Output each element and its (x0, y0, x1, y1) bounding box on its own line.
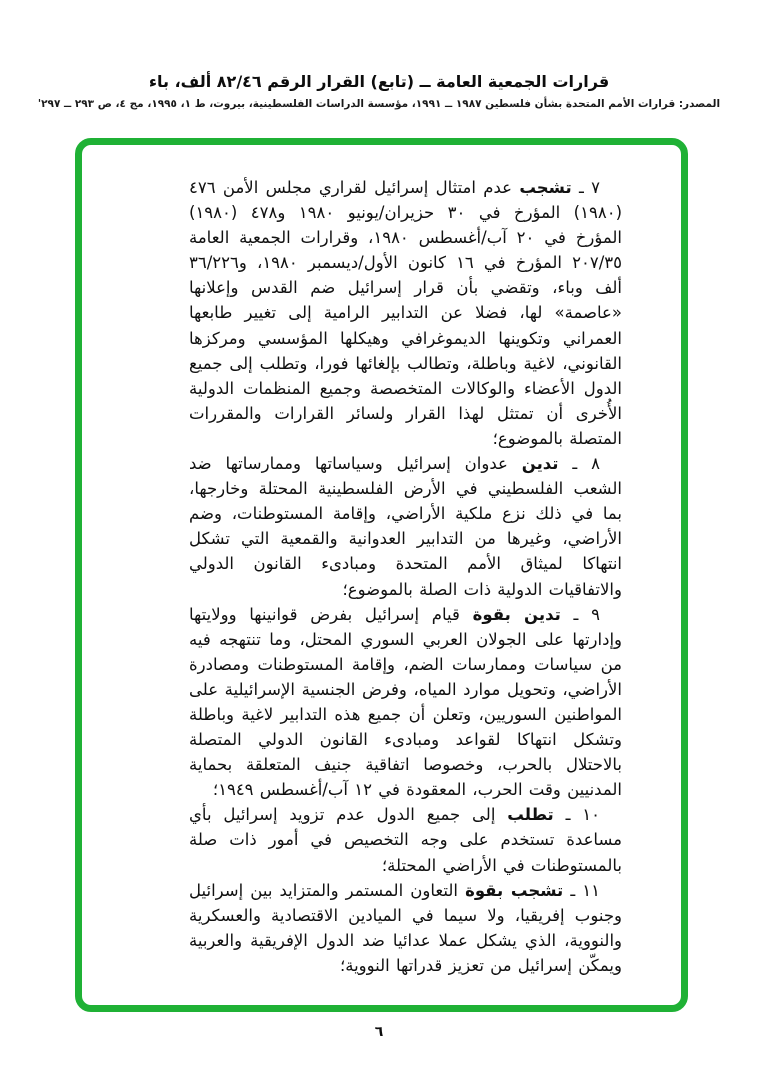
source-citation-line: المصدر: قرارات الأمم المتحدة بشأن فلسطين ١٩٨٧ ــ ١٩٩١، مؤسسة الدراسات الفلسطينية، بيروت، ط ١، ١٩٩٥، مج ٤، ص ٢٩٣ ــ ٢٩٧' (37, 98, 721, 110)
paragraph-lead-verb: تطلب (507, 805, 554, 825)
paragraph-number: ٧ (591, 178, 601, 197)
paragraph-number: ١٠ (582, 805, 601, 825)
page-header (0, 72, 758, 110)
paragraph-number: ٩ (591, 604, 600, 624)
resolution-paragraph-11 (189, 878, 622, 978)
paragraph-text: قيام إسرائيل بفرض قوانينها وولايتها وإدارتها على الجولان العربي السوري المحتل، وما تنتهجه فيه من سياسات وممارسات الضم، وإقامة المستوطنات ومصادرة الأراضي، وتحويل موارد المياه، وفرض الجنسية الإسرائيلية على المواطنين السوريين، وتعلن أن جميع هذه التدابير لاغية وباطلة وتشكل انتهاكا لقواعد ومبادىء القانون الدولي المتصلة بالاحتلال بالحرب، وخصوصا اتفاقية جنيف المتعلقة بحماية المدنيين وقت الحرب، المعقودة في ١٢ آب/أغسطس ١٩٤٩؛ (189, 604, 622, 800)
paragraph-dash: ـ (572, 454, 578, 474)
paragraph-lead-verb: تدين بقوة (472, 604, 561, 624)
paragraph-dash: ـ (573, 604, 579, 624)
paragraph-text: عدم امتثال إسرائيل لقراري مجلس الأمن ٤٧٦ (١٩٨٠) المؤرخ في ٣٠ حزيران/يونيو ١٩٨٠ و٤٧٨ (١٩٨٠) المؤرخ في ٢٠ آب/أغسطس ١٩٨٠، وقرارات الجمعية العامة ٢٠٧/٣٥ المؤرخ في ١٦ كانون الأول/ديسمبر ١٩٨٠، و٣٦/٢٢٦ ألف وباء، وتقضي بأن قرار إسرائيل ضم القدس وإعلانها «عاصمة» لها، فضلا عن التدابير الرامية إلى تغيير طابعها العمراني وتكوينها الديموغرافي وهيكلها المؤسسي ومركزها القانوني، لاغية وباطلة، وتطالب بإلغائها فورا، وتطلب إلى جميع الدول الأعضاء والوكالات المتخصصة وجميع المنظمات الدولية الأُخرى أن تمتثل لهذا القرار ولسائر القرارات والمقررات المتصلة بالموضوع؛ (189, 178, 622, 448)
document-title: قرارات الجمعية العامة ــ (تابع) القرار الرقم ٨٢/٤٦ ألف، باء (148, 72, 610, 91)
paragraph-dash: ـ (570, 880, 576, 900)
resolution-paragraph-9 (189, 602, 622, 803)
green-border-frame (75, 138, 688, 1012)
resolution-paragraph-10 (189, 802, 622, 877)
paragraph-number: ١١ (582, 880, 601, 900)
paragraph-text: إلى جميع الدول عدم تزويد إسرائيل بأي مساعدة تستخدم على وجه التخصيص في أمور ذات صلة بالمستوطنات في الأراضي المحتلة؛ (189, 805, 622, 875)
paragraph-lead-verb: تشجب (519, 178, 572, 197)
resolution-text-column (189, 175, 622, 978)
page-number: ٦ (374, 1024, 384, 1040)
paragraph-dash: ـ (565, 805, 571, 825)
paragraph-number: ٨ (591, 454, 601, 474)
paragraph-lead-verb: تشجب بقوة (465, 880, 564, 900)
paragraph-dash: ـ (579, 178, 584, 197)
resolution-paragraph-8 (189, 451, 622, 602)
resolution-paragraph-7 (189, 175, 622, 451)
paragraph-lead-verb: تدين (521, 454, 559, 474)
paragraph-text: عدوان إسرائيل وسياساتها وممارساتها ضد الشعب الفلسطيني في الأرض الفلسطينية المحتلة وخارجها، بما في ذلك نزع ملكية الأراضي، وإقامة المستوطنات، وضم الأراضي، وغيرها من التدابير العدوانية والقمعية التي تشكل انتهاكا لميثاق الأمم المتحدة ومبادىء القانون الدولي والاتفاقيات الدولية ذات الصلة بالموضوع؛ (189, 454, 622, 599)
paragraph-text: التعاون المستمر والمتزايد بين إسرائيل وجنوب إفريقيا، ولا سيما في الميادين الاقتصادية والعسكرية والنووية، الذي يشكل عملا عدائيا ضد الدول الإفريقية والعربية ويمكّن إسرائيل من تعزيز قدراتها النووية؛ (189, 880, 622, 975)
